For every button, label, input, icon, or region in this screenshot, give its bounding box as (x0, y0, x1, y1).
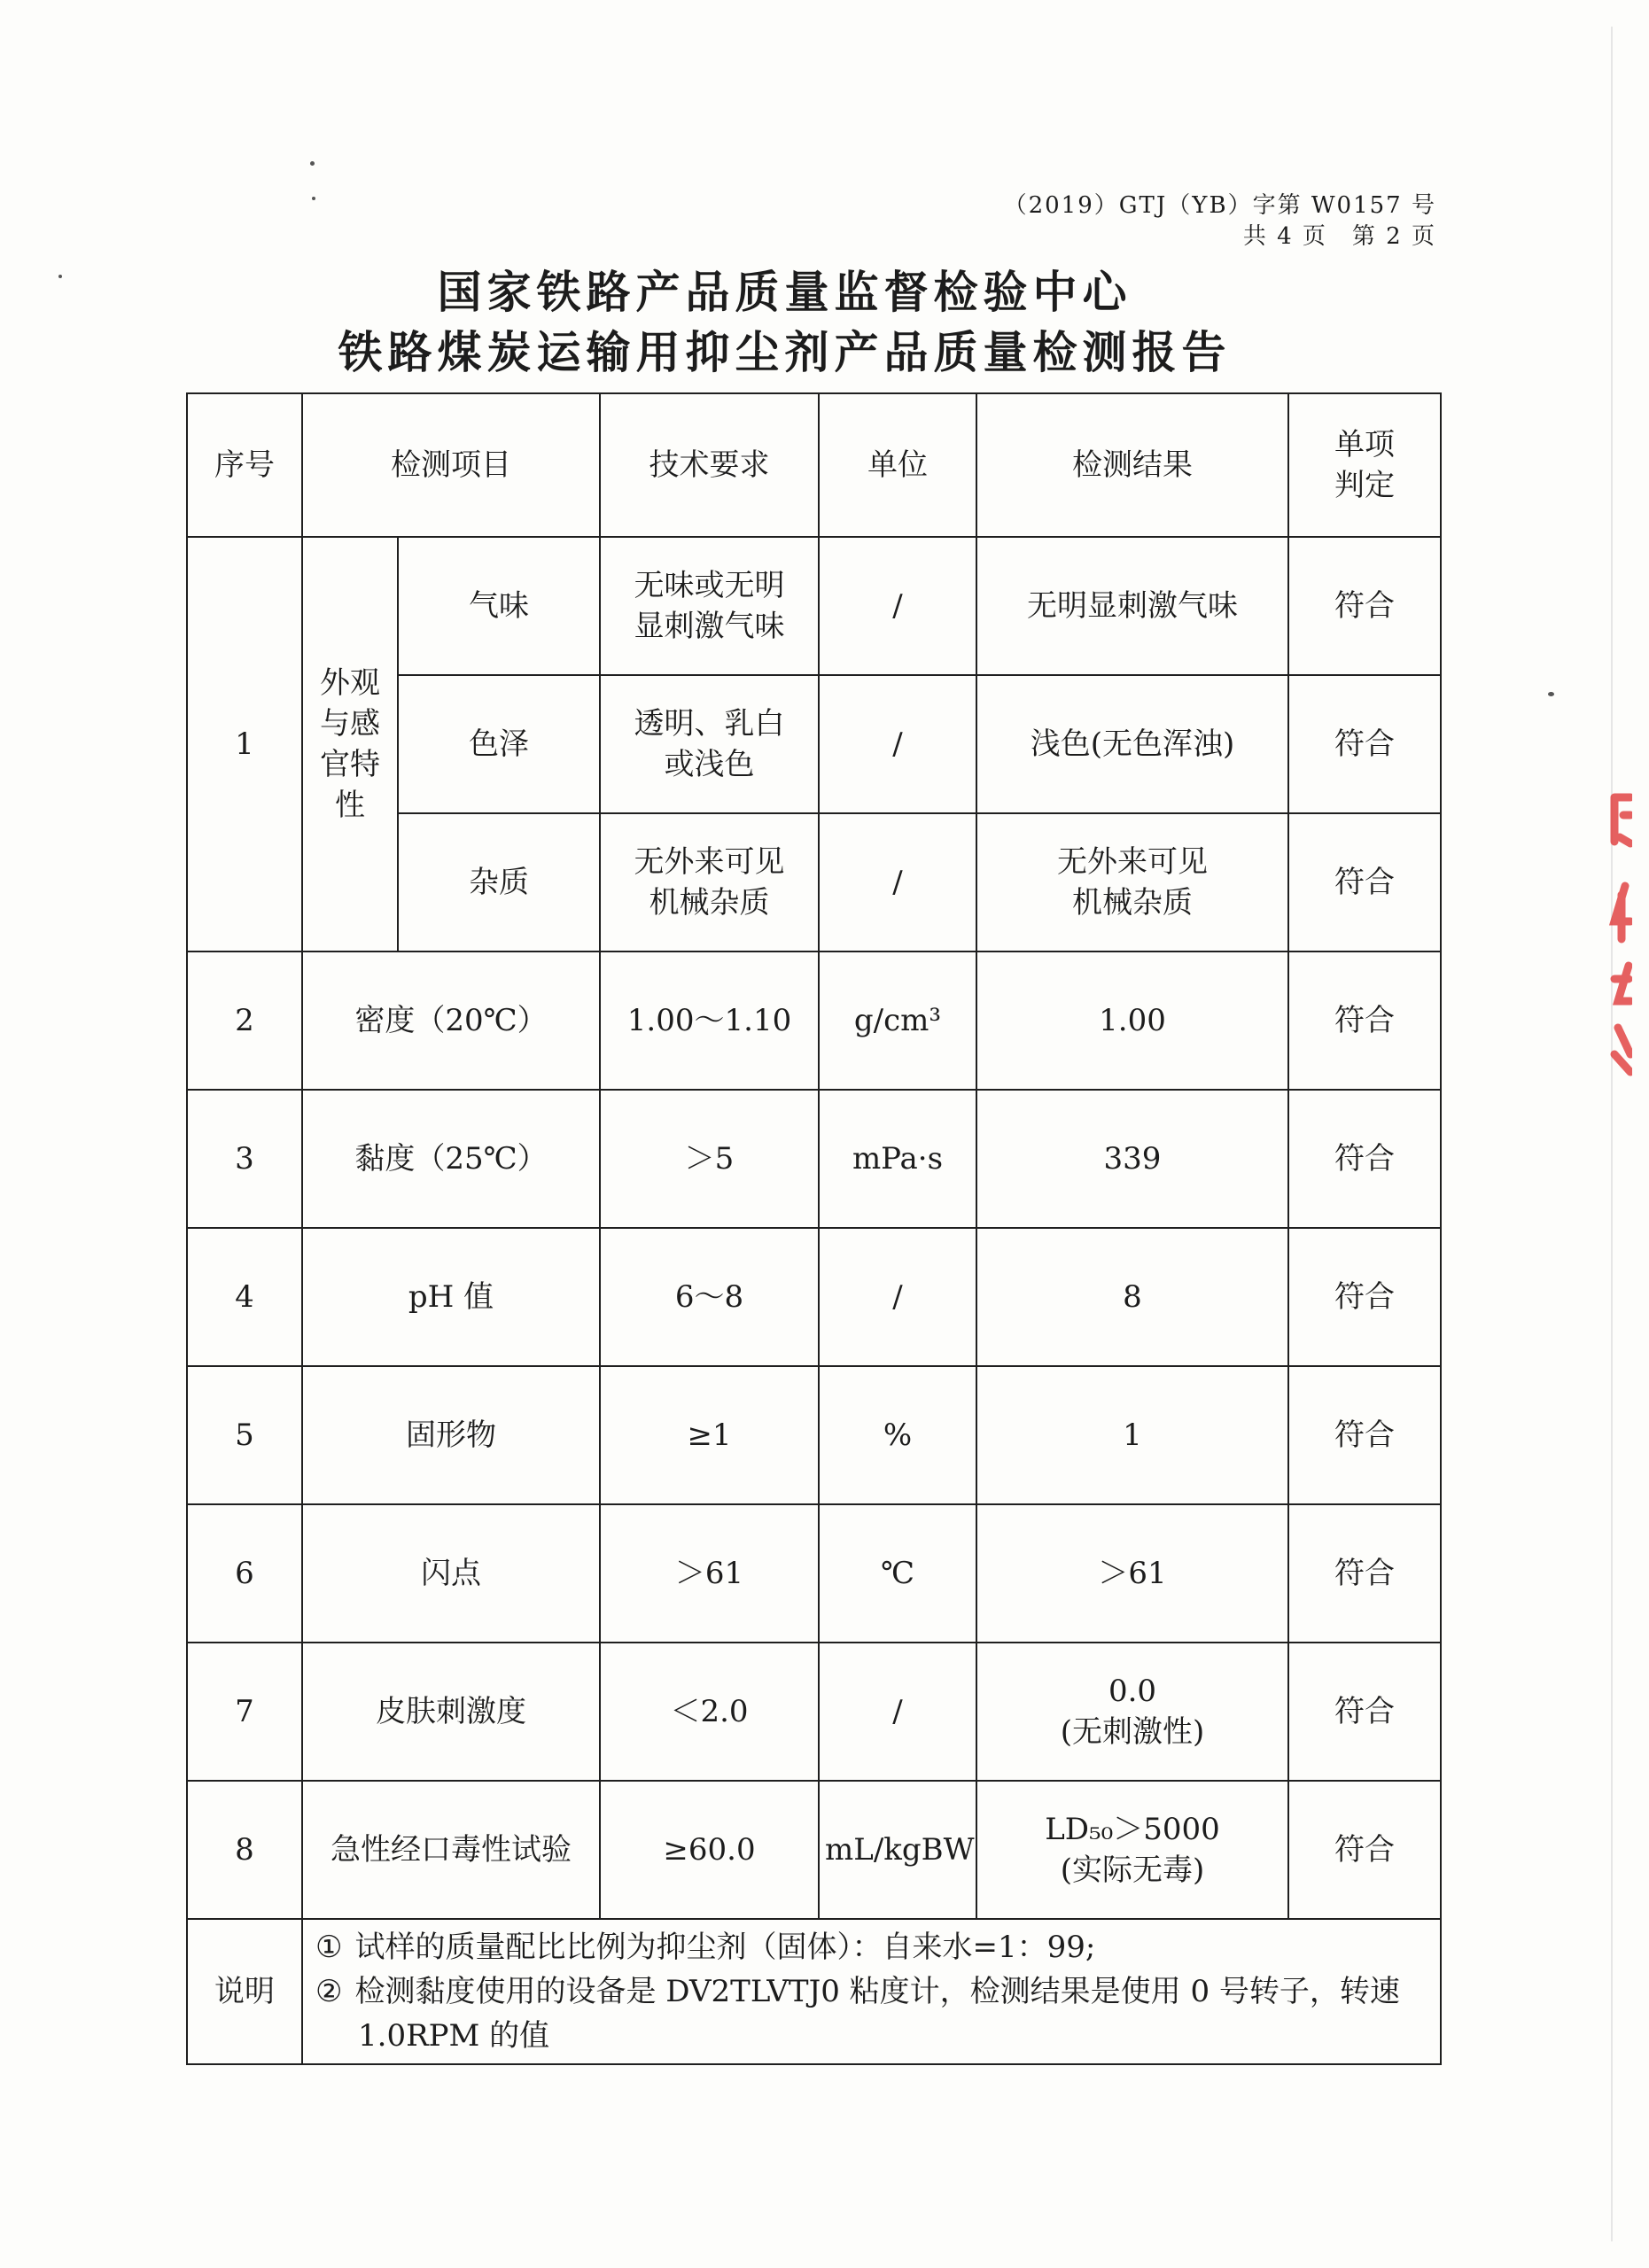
seq-cell: 6 (187, 1504, 302, 1643)
result-cell: 1 (976, 1366, 1288, 1504)
result-cell: 无外来可见 机械杂质 (976, 813, 1288, 951)
unit-cell: % (819, 1366, 976, 1504)
page-edge (1611, 27, 1613, 2241)
verdict-cell: 符合 (1288, 951, 1441, 1090)
inspection-table (186, 392, 1442, 2065)
verdict-cell: 符合 (1288, 1090, 1441, 1228)
requirement-cell: ＞5 (600, 1090, 819, 1228)
verdict-cell: 符合 (1288, 813, 1441, 951)
header-unit: 单位 (819, 393, 976, 537)
unit-cell: / (819, 813, 976, 951)
note-item: ② 检测黏度使用的设备是 DV2TLVTJ0 粘度计，检测结果是使用 0 号转子，转速 (315, 1974, 1400, 2009)
requirement-cell: ＜2.0 (600, 1643, 819, 1781)
report-number: （2019）GTJ（YB）字第 W0157 号 (1003, 192, 1436, 219)
table-row (187, 1643, 1441, 1781)
seq-cell: 1 (187, 537, 302, 951)
verdict-cell: 符合 (1288, 675, 1441, 813)
seq-cell: 8 (187, 1781, 302, 1919)
result-cell: 8 (976, 1228, 1288, 1366)
scan-speck (1548, 692, 1554, 696)
unit-cell: / (819, 537, 976, 675)
report-title-line1: 国家铁路产品质量监督检验中心 (437, 267, 1132, 318)
appearance-group-cell: 外观 与感 官特 性 (302, 537, 398, 951)
unit-cell: / (819, 1643, 976, 1781)
requirement-cell: ＞61 (600, 1504, 819, 1643)
table-row (187, 1504, 1441, 1643)
requirement-cell: ≥1 (600, 1366, 819, 1504)
note-item: ① 试样的质量配比比例为抑尘剂（固体）：自来水=1：99; (315, 1930, 1096, 1965)
verdict-cell: 符合 (1288, 537, 1441, 675)
note-item: 1.0RPM 的值 (358, 2018, 550, 2054)
notes-row (187, 1919, 1441, 2064)
header-seq: 序号 (187, 393, 302, 537)
requirement-cell: 6～8 (600, 1228, 819, 1366)
header-requirement: 技术要求 (600, 393, 819, 537)
requirement-cell: 无外来可见 机械杂质 (600, 813, 819, 951)
scan-speck (312, 197, 315, 200)
seq-cell: 4 (187, 1228, 302, 1366)
unit-cell: ℃ (819, 1504, 976, 1643)
item-cell: 气味 (398, 537, 600, 675)
result-cell: 339 (976, 1090, 1288, 1228)
table-row (187, 1090, 1441, 1228)
result-cell: 浅色(无色浑浊) (976, 675, 1288, 813)
item-cell: 色泽 (398, 675, 600, 813)
table-row (187, 1366, 1441, 1504)
item-cell: 黏度（25℃） (302, 1090, 600, 1228)
verdict-cell: 符合 (1288, 1504, 1441, 1643)
item-cell: 急性经口毒性试验 (302, 1781, 600, 1919)
unit-cell: g/cm³ (819, 951, 976, 1090)
table-row (187, 1228, 1441, 1366)
table-row (187, 537, 1441, 675)
scan-speck (310, 161, 315, 166)
result-cell: ＞61 (976, 1504, 1288, 1643)
result-cell: 0.0 (无刺激性) (976, 1643, 1288, 1781)
notes-content (302, 1919, 1441, 2064)
requirement-cell: 透明、乳白 或浅色 (600, 675, 819, 813)
requirement-cell: 1.00～1.10 (600, 951, 819, 1090)
unit-cell: mPa·s (819, 1090, 976, 1228)
requirement-cell: ≥60.0 (600, 1781, 819, 1919)
item-cell: 闪点 (302, 1504, 600, 1643)
verdict-cell: 符合 (1288, 1366, 1441, 1504)
table-row (187, 951, 1441, 1090)
unit-cell: mL/kgBW (819, 1781, 976, 1919)
result-cell: LD₅₀＞5000 (实际无毒) (976, 1781, 1288, 1919)
seq-cell: 2 (187, 951, 302, 1090)
item-cell: 固形物 (302, 1366, 600, 1504)
seq-cell: 7 (187, 1643, 302, 1781)
verdict-cell: 符合 (1288, 1228, 1441, 1366)
table-row (187, 1781, 1441, 1919)
requirement-cell: 无味或无明 显刺激气味 (600, 537, 819, 675)
seq-cell: 3 (187, 1090, 302, 1228)
unit-cell: / (819, 675, 976, 813)
header-result: 检测结果 (976, 393, 1288, 537)
verdict-cell: 符合 (1288, 1781, 1441, 1919)
page-count: 共 4 页 第 2 页 (1242, 223, 1436, 250)
notes-label: 说明 (187, 1919, 302, 2064)
verdict-cell: 符合 (1288, 1643, 1441, 1781)
partial-seal-stamp (1579, 788, 1632, 1081)
result-cell: 无明显刺激气味 (976, 537, 1288, 675)
header-item: 检测项目 (302, 393, 600, 537)
result-cell: 1.00 (976, 951, 1288, 1090)
item-cell: 密度（20℃） (302, 951, 600, 1090)
report-title-line2: 铁路煤炭运输用抑尘剂产品质量检测报告 (338, 327, 1232, 378)
header-verdict: 单项 判定 (1288, 393, 1441, 537)
item-cell: 皮肤刺激度 (302, 1643, 600, 1781)
item-cell: pH 值 (302, 1228, 600, 1366)
table-header-row (187, 393, 1441, 537)
unit-cell: / (819, 1228, 976, 1366)
item-cell: 杂质 (398, 813, 600, 951)
seq-cell: 5 (187, 1366, 302, 1504)
